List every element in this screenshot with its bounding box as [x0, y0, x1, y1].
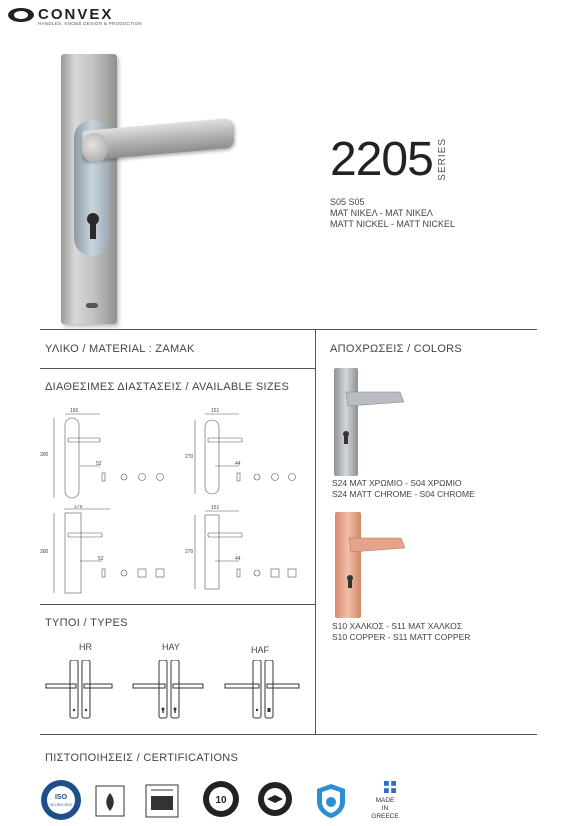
size-2-width: 151 — [211, 408, 220, 414]
made-in-line-3: GREECE — [371, 813, 399, 820]
fire-resistance-icon — [95, 785, 125, 817]
size-2-height: 270 — [185, 454, 194, 460]
finish-line-3: MATT NICKEL - MATT NICKEL — [330, 219, 456, 229]
made-in-greece — [367, 797, 403, 821]
color-chrome-caption-gr: S24 ΜΑΤ ΧΡΩΜΙΟ - S04 ΧΡΩΜΙΟ — [332, 478, 462, 488]
iso-text: ISO 9001:2015 — [50, 803, 72, 807]
hero-screw-slot — [86, 303, 98, 308]
hero-rose — [82, 133, 108, 163]
greek-flag-icon — [384, 781, 396, 793]
keyhole-icon — [87, 213, 99, 241]
divider-certifications — [40, 734, 537, 735]
size-diagram-3 — [40, 505, 170, 597]
type-label-haf: HAF — [251, 645, 269, 655]
color-chrome-caption-en: S24 MATT CHROME - S04 CHROME — [332, 489, 475, 499]
iso-certification-icon — [40, 779, 82, 821]
series-number: 2205 — [330, 133, 433, 186]
size-2-distance: 44 — [235, 461, 241, 467]
made-in-line-1: MADE — [375, 797, 395, 804]
finish-line-1: S05 S05 — [330, 197, 365, 207]
size-1-height: 300 — [40, 452, 49, 458]
size-3-width: 179 — [74, 505, 83, 510]
type-diagram-haf — [223, 660, 303, 720]
certifications-title: ΠΙΣΤΟΠΟΙΗΣΕΙΣ / CERTIFICATIONS — [45, 752, 239, 764]
size-diagram-4 — [185, 505, 315, 597]
size-1-distance: 52 — [96, 461, 102, 467]
type-diagram-hr — [44, 660, 114, 720]
size-3-distance: 52 — [98, 556, 104, 562]
svg-text:ISO: ISO — [54, 794, 68, 801]
divider-top — [40, 329, 537, 330]
color-copper-caption-en: S10 COPPER - S11 MATT COPPER — [332, 632, 471, 642]
types-title: ΤΥΠΟΙ / TYPES — [45, 617, 128, 629]
color-copper-caption-gr: S10 ΧΑΛΚΟΣ - S11 ΜΑΤ ΧΑΛΚΟΣ — [332, 621, 462, 631]
divider-sizes — [40, 604, 315, 605]
colors-title: ΑΠΟΧΡΩΣΕΙΣ / COLORS — [330, 343, 463, 355]
divider-material — [40, 368, 315, 369]
antibacterial-shield-icon — [314, 782, 348, 820]
brand-tagline: HANDLES, KNOBS DESIGN & PRODUCTION — [38, 21, 142, 26]
size-diagram-1 — [40, 408, 170, 500]
cycle-text: 10 — [215, 795, 227, 806]
size-4-distance: 44 — [235, 556, 241, 562]
material-label: ΥΛΙΚΟ / MATERIAL : ZAMAK — [45, 343, 195, 355]
finish-line-2: ΜΑΤ ΝΙΚΕΛ - ΜΑΤ ΝΙΚΕΛ — [330, 208, 433, 218]
divider-vertical — [315, 329, 316, 734]
brand-logo — [8, 6, 142, 28]
type-label-hr: HR — [79, 642, 92, 652]
brand-logo-mark — [8, 8, 34, 22]
made-in-line-2: IN — [381, 805, 389, 812]
size-diagram-2 — [185, 408, 315, 500]
size-4-width: 151 — [211, 505, 220, 511]
size-4-height: 270 — [185, 549, 194, 555]
series-word: SERIES — [437, 138, 448, 181]
type-label-hay: HAY — [162, 642, 180, 652]
size-1-width: 160 — [70, 408, 79, 414]
type-diagram-hay — [131, 660, 206, 720]
size-3-height: 300 — [40, 549, 49, 555]
brand-name: CONVEX — [38, 6, 114, 23]
salt-spray-test-icon — [145, 784, 179, 818]
cycle-test-icon — [202, 780, 240, 818]
quality-seal-icon — [257, 781, 293, 817]
sizes-title: ΔΙΑΘΕΣΙΜΕΣ ΔΙΑΣΤΑΣΕΙΣ / AVAILABLE SIZES — [45, 381, 290, 393]
color-swatch-chrome — [332, 366, 412, 478]
color-swatch-copper — [333, 510, 413, 622]
